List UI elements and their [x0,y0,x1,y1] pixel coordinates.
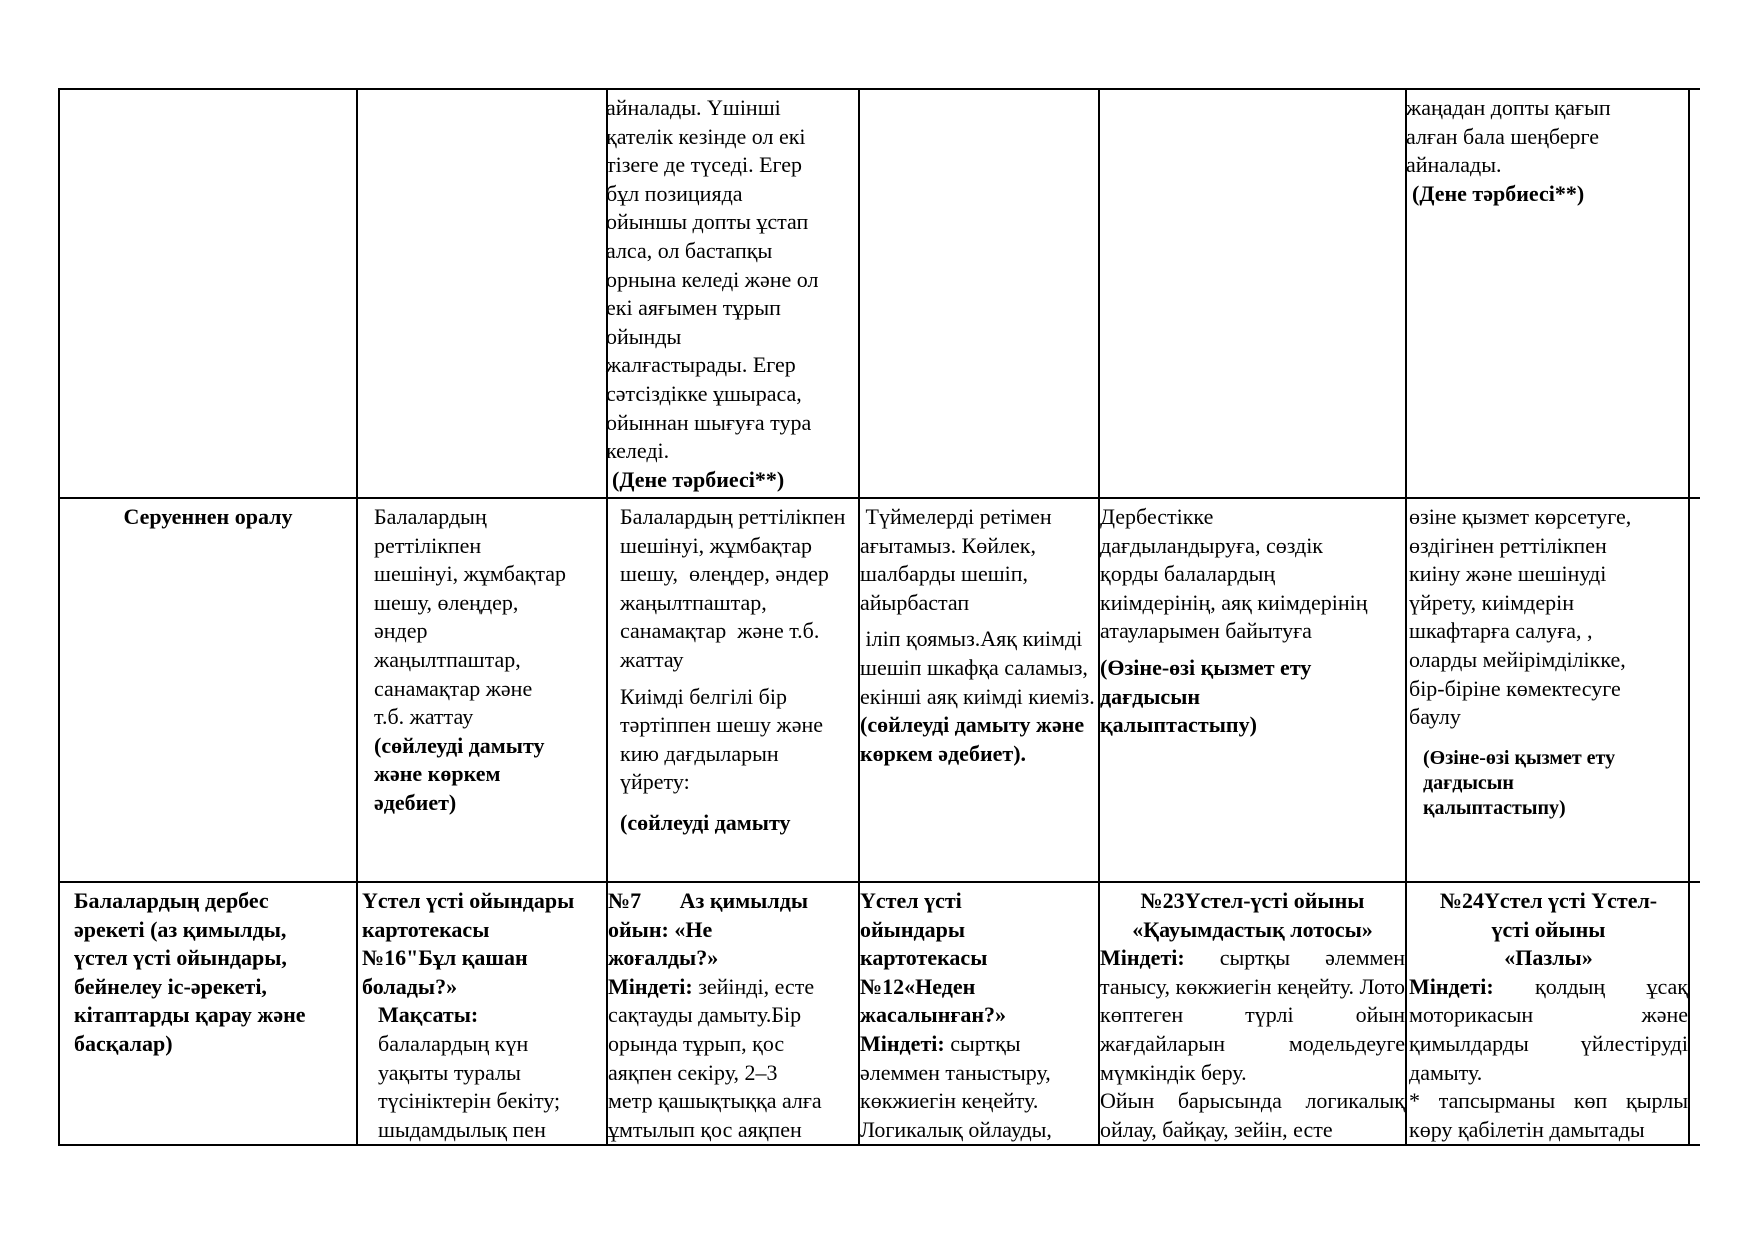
row2-cell-3-text: Балалардың реттілікпен шешінуі, жұмбақтар шешу, өлеңдер, әндер жаңылтпаштар, санамақтар және т.б. жаттау [620,504,846,672]
row2-activity-label-text: Серуеннен оралу [123,504,293,529]
row3-cell-6-text: қолдың ұсақ моторикасын және қимылдарды үйлестіруді дамыту. * тапсырманы көп қырлы көру қабілетін дамытады [1409,973,1688,1142]
row3-cell-4-text: сыртқы әлеммен таныстыру, көкжиегін кеңейту. Логикалық ойлауды, [860,1030,1052,1142]
row3-cell-3-text: зейінді, есте сақтауды дамыту.Бір орында тұрып, қос аяқпен секіру, 2–3 метр қашықтыққа алға ұмтылып қос аяқпен [608,973,822,1142]
row3-cell-5-title: №23Үстел-үсті ойыны «Қауымдастық лотосы» [1132,888,1373,942]
row1-cell-6-subject: (Дене тәрбиесі**) [1412,180,1585,206]
row3-cell-2 [358,885,606,1144]
row2-cell-3-subject: (сөйлеуді дамыту [620,809,791,835]
table-border-bottom [58,1144,1700,1146]
row2-activity-label [60,501,356,881]
row1-cell-3 [604,92,858,496]
row1-cell-6-text: жаңадан допты қағып алған бала шеңберге айналады. [1406,95,1611,178]
row3-cell-5-lead: Міндеті: [1100,945,1185,971]
row1-cell-3-subject: (Дене тәрбиесі**) [612,466,785,492]
row3-cell-4 [860,885,1098,1144]
row3-cell-4-title: Үстел үсті ойындары картотекасы №12«Неден жасалынған?» [860,888,1007,1028]
row3-cell-2-title: Үстел үсті ойындары картотекасы №16"Бұл қашан болады?» [362,888,575,999]
row2-cell-6-subject: (Өзіне-өзі қызмет ету дағдысын қалыптастыпу) [1423,746,1616,819]
row3-cell-2-goal-label: Мақсаты: [378,1002,479,1028]
row1-cell-3-text: айналады. Үшінші қателік кезінде ол екі тізеге де түседі. Егер бұл позицияда ойыншы допты ұстап алса, ол бастапқы орнына келеді және ол екі аяғымен тұрып ойынды жалғастырады. Егер сәтсіздікке ұшыраса, ойыннан шығуға тура келеді. [606,95,819,464]
table-border-right [1688,88,1690,1146]
row3-cell-6-title: №24Үстел үсті Үстел- үсті ойыны «Пазлы» [1439,888,1658,971]
row3-cell-4-lead: Міндеті: [860,1030,945,1056]
row2-cell-5-subject: (Өзіне-өзі қызмет ету дағдысын қалыптастыпу) [1100,654,1312,738]
row2-cell-2-text: Балалардың реттілікпен шешінуі, жұмбақтар шешу, өлеңдер, әндер жаңылтпаштар, санамақтар және т.б. жаттау [374,504,567,730]
row3-cell-3-lead: Міндеті: [608,973,693,999]
row3-cell-5-text: сыртқы әлеммен танысу, көкжиегін кеңейту. Лото көптеген түрлі ойын жағдайларын модельдеуге мүмкіндік беру. Ойын барысында логикалық ойлау, байқау, зейін, есте [1100,945,1405,1142]
row3-cell-4-body [860,1030,1094,1144]
row-divider-1 [58,497,1700,499]
row2-cell-2-subject: (сөйлеуді дамыту және көркем әдебиет) [374,732,545,815]
row3-activity-label [60,885,356,1144]
row3-cell-6-body [1409,973,1688,1144]
row3-cell-3-body [608,973,854,1144]
row3-cell-5 [1100,885,1405,1144]
row3-cell-5-body [1100,944,1405,1144]
row2-cell-3-text2: Киімді белгілі бір тәртіппен шешу және кию дағдыларын үйрету: [620,683,824,795]
row1-cell-6 [1404,92,1688,496]
row2-cell-4 [860,501,1098,881]
row2-cell-6-text: өзіне қызмет көрсетуге, өздігінен реттілікпен киіну және шешінуді үйрету, киімдерін шкафтарға салуға, , оларды мейірімділікке, бір-біріне көмектесуге баулу [1409,504,1632,730]
table-border-top [58,88,1700,90]
row2-cell-4-subject: (сөйлеуді дамыту және көркем әдебиет). [860,712,1085,766]
row3-cell-3-title: №7 Аз қимылды ойын: «Не жоғалды?» [608,888,808,971]
row-divider-2 [58,881,1700,883]
row2-cell-4-text2: іліп қоямыз.Аяқ киімді шешіп шкафқа саламыз, екінші аяқ киімді киеміз. [860,626,1095,709]
row3-cell-6-lead: Міндеті: [1409,973,1494,999]
row2-cell-5-text: Дербестікке дағдыландыруға, сөздік қорды балалардың киімдерінің, аяқ киімдерінің атауларымен байытуға [1100,504,1368,644]
row2-cell-2 [358,501,606,881]
row2-cell-3 [608,501,858,881]
row2-cell-4-text: Түймелерді ретімен ағытамыз. Көйлек, шалбарды шешіп, айырбастап [860,504,1052,615]
row3-activity-label-text: Балалардың дербес әрекеті (аз қимылды, үстел үсті ойындары, бейнелеу іс-әрекеті, кітаптарды қарау және басқалар) [74,888,306,1056]
row2-cell-5 [1100,501,1405,881]
row3-cell-2-text: балалардың күн уақыты туралы түсініктерін бекіту; шыдамдылық пен [378,1030,561,1142]
row2-cell-6 [1407,501,1688,881]
row3-cell-6 [1407,885,1688,1144]
row3-cell-3 [608,885,858,1144]
